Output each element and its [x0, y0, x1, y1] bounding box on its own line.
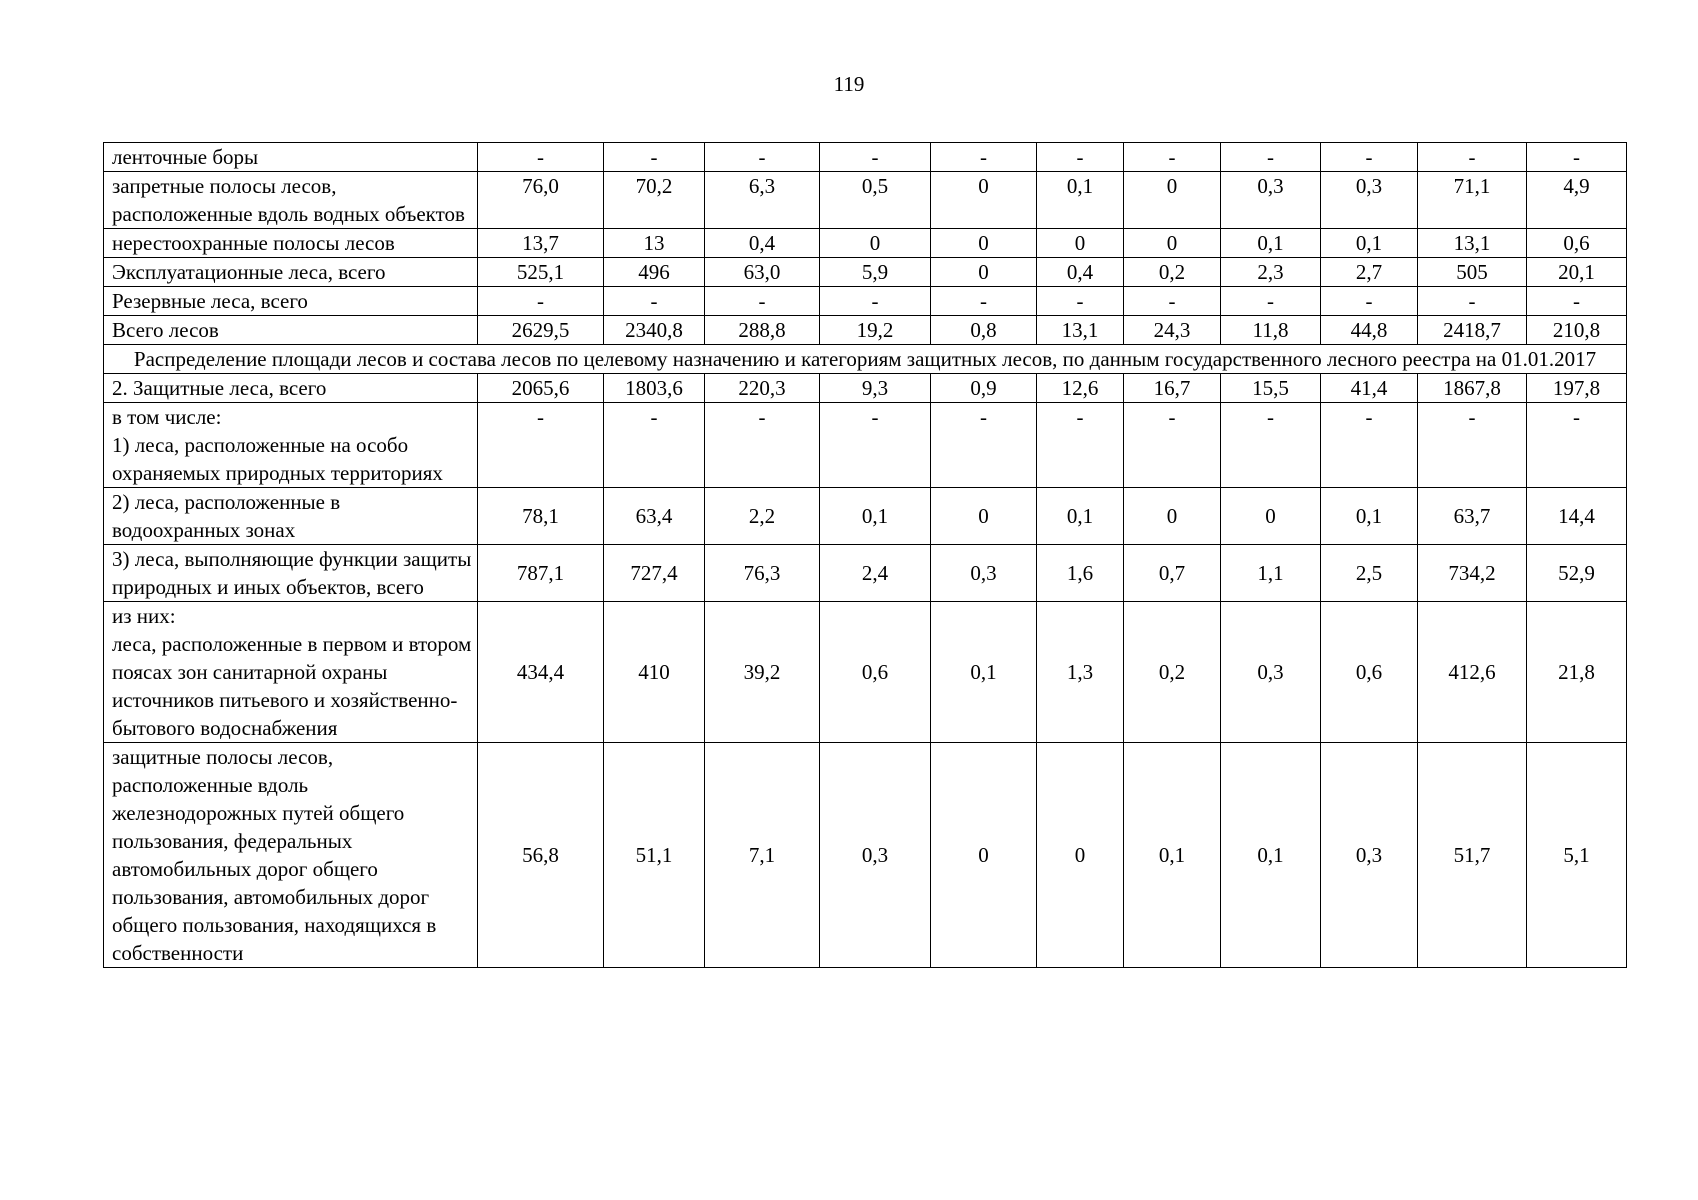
value-cell: 0 — [1221, 488, 1321, 545]
value-cell: 2,4 — [820, 545, 931, 602]
value-cell: 2418,7 — [1418, 316, 1527, 345]
value-cell: 0,3 — [820, 743, 931, 968]
value-cell: 51,7 — [1418, 743, 1527, 968]
value-cell: 76,3 — [705, 545, 820, 602]
value-cell: - — [820, 403, 931, 488]
row-label: 2) леса, расположенные в водоохранных зонах — [104, 488, 478, 545]
value-cell: 0 — [1124, 172, 1221, 229]
row-label: Эксплуатационные леса, всего — [104, 258, 478, 287]
forest-table — [103, 142, 1627, 968]
value-cell: - — [1321, 287, 1418, 316]
section-row — [104, 345, 1627, 374]
value-cell: 1803,6 — [604, 374, 705, 403]
value-cell: 0 — [1037, 743, 1124, 968]
value-cell: - — [1418, 287, 1527, 316]
value-cell: 44,8 — [1321, 316, 1418, 345]
value-cell: 0,6 — [1321, 602, 1418, 743]
value-cell: 0,6 — [1527, 229, 1627, 258]
value-cell: 0,3 — [931, 545, 1037, 602]
value-cell: 56,8 — [478, 743, 604, 968]
row-label: запретные полосы лесов, расположенные вдоль водных объектов — [104, 172, 478, 229]
value-cell: 0,3 — [1321, 743, 1418, 968]
value-cell: 21,8 — [1527, 602, 1627, 743]
value-cell: - — [1221, 143, 1321, 172]
value-cell: 6,3 — [705, 172, 820, 229]
value-cell: 5,1 — [1527, 743, 1627, 968]
value-cell: - — [1321, 143, 1418, 172]
value-cell: 12,6 — [1037, 374, 1124, 403]
value-cell: - — [1221, 287, 1321, 316]
value-cell: 0,1 — [1321, 488, 1418, 545]
value-cell: 0,1 — [1221, 229, 1321, 258]
value-cell: 13,1 — [1037, 316, 1124, 345]
value-cell: 0 — [931, 743, 1037, 968]
value-cell: 14,4 — [1527, 488, 1627, 545]
row-label — [104, 602, 478, 743]
value-cell: 0,9 — [931, 374, 1037, 403]
value-cell: 0,6 — [820, 602, 931, 743]
value-cell: 2340,8 — [604, 316, 705, 345]
value-cell: 0 — [1124, 488, 1221, 545]
row-label: Всего лесов — [104, 316, 478, 345]
value-cell: 496 — [604, 258, 705, 287]
value-cell: 63,4 — [604, 488, 705, 545]
value-cell: - — [931, 287, 1037, 316]
value-cell: 0,8 — [931, 316, 1037, 345]
table-row — [104, 374, 1627, 403]
value-cell: - — [1037, 287, 1124, 316]
value-cell: 41,4 — [1321, 374, 1418, 403]
table-row — [104, 287, 1627, 316]
value-cell: 2,7 — [1321, 258, 1418, 287]
value-cell: 52,9 — [1527, 545, 1627, 602]
value-cell: 0 — [1124, 229, 1221, 258]
value-cell: 15,5 — [1221, 374, 1321, 403]
value-cell: 0 — [931, 488, 1037, 545]
value-cell: - — [478, 143, 604, 172]
value-cell: 0,2 — [1124, 602, 1221, 743]
value-cell: 5,9 — [820, 258, 931, 287]
value-cell: - — [1124, 403, 1221, 488]
value-cell: 2,3 — [1221, 258, 1321, 287]
table-row — [104, 229, 1627, 258]
row-label: Резервные леса, всего — [104, 287, 478, 316]
value-cell: 2065,6 — [478, 374, 604, 403]
value-cell: 734,2 — [1418, 545, 1527, 602]
value-cell: 434,4 — [478, 602, 604, 743]
row-label-line: в том числе: — [112, 405, 222, 429]
value-cell: 220,3 — [705, 374, 820, 403]
value-cell: 0,3 — [1221, 602, 1321, 743]
value-cell: 13,7 — [478, 229, 604, 258]
value-cell: 0,2 — [1124, 258, 1221, 287]
value-cell: - — [604, 287, 705, 316]
value-cell: 197,8 — [1527, 374, 1627, 403]
value-cell: 4,9 — [1527, 172, 1627, 229]
value-cell: 20,1 — [1527, 258, 1627, 287]
value-cell: 0,1 — [1221, 743, 1321, 968]
value-cell: 2,2 — [705, 488, 820, 545]
value-cell: 0,1 — [1124, 743, 1221, 968]
value-cell: - — [931, 403, 1037, 488]
value-cell: - — [705, 287, 820, 316]
value-cell: - — [705, 403, 820, 488]
value-cell: 1867,8 — [1418, 374, 1527, 403]
row-label: 3) леса, выполняющие функции защиты природных и иных объектов, всего — [104, 545, 478, 602]
value-cell: 0,1 — [1321, 229, 1418, 258]
value-cell: 412,6 — [1418, 602, 1527, 743]
page-number: 119 — [833, 72, 865, 96]
value-cell: 11,8 — [1221, 316, 1321, 345]
value-cell: 2,5 — [1321, 545, 1418, 602]
table-row — [104, 488, 1627, 545]
table-row — [104, 316, 1627, 345]
value-cell: - — [1124, 143, 1221, 172]
row-label: ленточные боры — [104, 143, 478, 172]
row-label-line: 1) леса, расположенные на особо охраняемых природных территориях — [112, 433, 443, 485]
row-label — [104, 403, 478, 488]
table-row — [104, 545, 1627, 602]
value-cell: 13,1 — [1418, 229, 1527, 258]
value-cell: 787,1 — [478, 545, 604, 602]
value-cell: 71,1 — [1418, 172, 1527, 229]
value-cell: - — [1527, 287, 1627, 316]
value-cell: - — [1124, 287, 1221, 316]
table-row — [104, 143, 1627, 172]
value-cell: 288,8 — [705, 316, 820, 345]
value-cell: 1,6 — [1037, 545, 1124, 602]
value-cell: 13 — [604, 229, 705, 258]
value-cell: 76,0 — [478, 172, 604, 229]
value-cell: 1,3 — [1037, 602, 1124, 743]
value-cell: - — [1527, 143, 1627, 172]
value-cell: - — [478, 403, 604, 488]
row-label: нерестоохранные полосы лесов — [104, 229, 478, 258]
table-row — [104, 172, 1627, 229]
value-cell: 505 — [1418, 258, 1527, 287]
row-label: защитные полосы лесов, расположенные вдоль железнодорожных путей общего пользования, федеральных автомобильных дорог общего пользования, автомобильных дорог общего пользования, находящихся в собственности — [104, 743, 478, 968]
value-cell: 16,7 — [1124, 374, 1221, 403]
value-cell: - — [604, 143, 705, 172]
table-row — [104, 258, 1627, 287]
value-cell: 7,1 — [705, 743, 820, 968]
value-cell: 0 — [931, 258, 1037, 287]
value-cell: 0,7 — [1124, 545, 1221, 602]
table-body-top — [104, 143, 1627, 345]
value-cell: - — [1418, 403, 1527, 488]
value-cell: 70,2 — [604, 172, 705, 229]
value-cell: 0,4 — [705, 229, 820, 258]
value-cell: 410 — [604, 602, 705, 743]
value-cell: 9,3 — [820, 374, 931, 403]
value-cell: - — [820, 143, 931, 172]
table-body-bottom — [104, 374, 1627, 968]
value-cell: - — [1037, 403, 1124, 488]
value-cell: - — [1527, 403, 1627, 488]
value-cell: 2629,5 — [478, 316, 604, 345]
value-cell: 0,5 — [820, 172, 931, 229]
row-label-line: из них: — [112, 604, 176, 628]
value-cell: 19,2 — [820, 316, 931, 345]
value-cell: 210,8 — [1527, 316, 1627, 345]
value-cell: 0,4 — [1037, 258, 1124, 287]
value-cell: 1,1 — [1221, 545, 1321, 602]
value-cell: 727,4 — [604, 545, 705, 602]
section-title: Распределение площади лесов и состава лесов по целевому назначению и категориям защитных лесов, по данным государственного лесного реестра на 01.01.2017 — [104, 345, 1627, 374]
value-cell: 51,1 — [604, 743, 705, 968]
row-label: 2. Защитные леса, всего — [104, 374, 478, 403]
table-row — [104, 743, 1627, 968]
value-cell: 0,1 — [1037, 488, 1124, 545]
value-cell: - — [705, 143, 820, 172]
value-cell: 39,2 — [705, 602, 820, 743]
value-cell: - — [1221, 403, 1321, 488]
value-cell: 525,1 — [478, 258, 604, 287]
value-cell: - — [820, 287, 931, 316]
table-row — [104, 403, 1627, 488]
value-cell: - — [604, 403, 705, 488]
value-cell: 0 — [931, 229, 1037, 258]
value-cell: 0,3 — [1321, 172, 1418, 229]
value-cell: - — [1321, 403, 1418, 488]
value-cell: 0 — [1037, 229, 1124, 258]
value-cell: 0,1 — [931, 602, 1037, 743]
row-label-line: леса, расположенные в первом и втором поясах зон санитарной охраны источников питьевого и хозяйственно-бытового водоснабжения — [112, 632, 472, 740]
value-cell: 24,3 — [1124, 316, 1221, 345]
value-cell: 0 — [820, 229, 931, 258]
value-cell: - — [1037, 143, 1124, 172]
value-cell: 63,7 — [1418, 488, 1527, 545]
value-cell: 63,0 — [705, 258, 820, 287]
value-cell: - — [478, 287, 604, 316]
table-row — [104, 602, 1627, 743]
value-cell: 0,1 — [820, 488, 931, 545]
value-cell: - — [931, 143, 1037, 172]
table-body-section — [104, 345, 1627, 374]
value-cell: 78,1 — [478, 488, 604, 545]
value-cell: - — [1418, 143, 1527, 172]
value-cell: 0,1 — [1037, 172, 1124, 229]
value-cell: 0,3 — [1221, 172, 1321, 229]
value-cell: 0 — [931, 172, 1037, 229]
